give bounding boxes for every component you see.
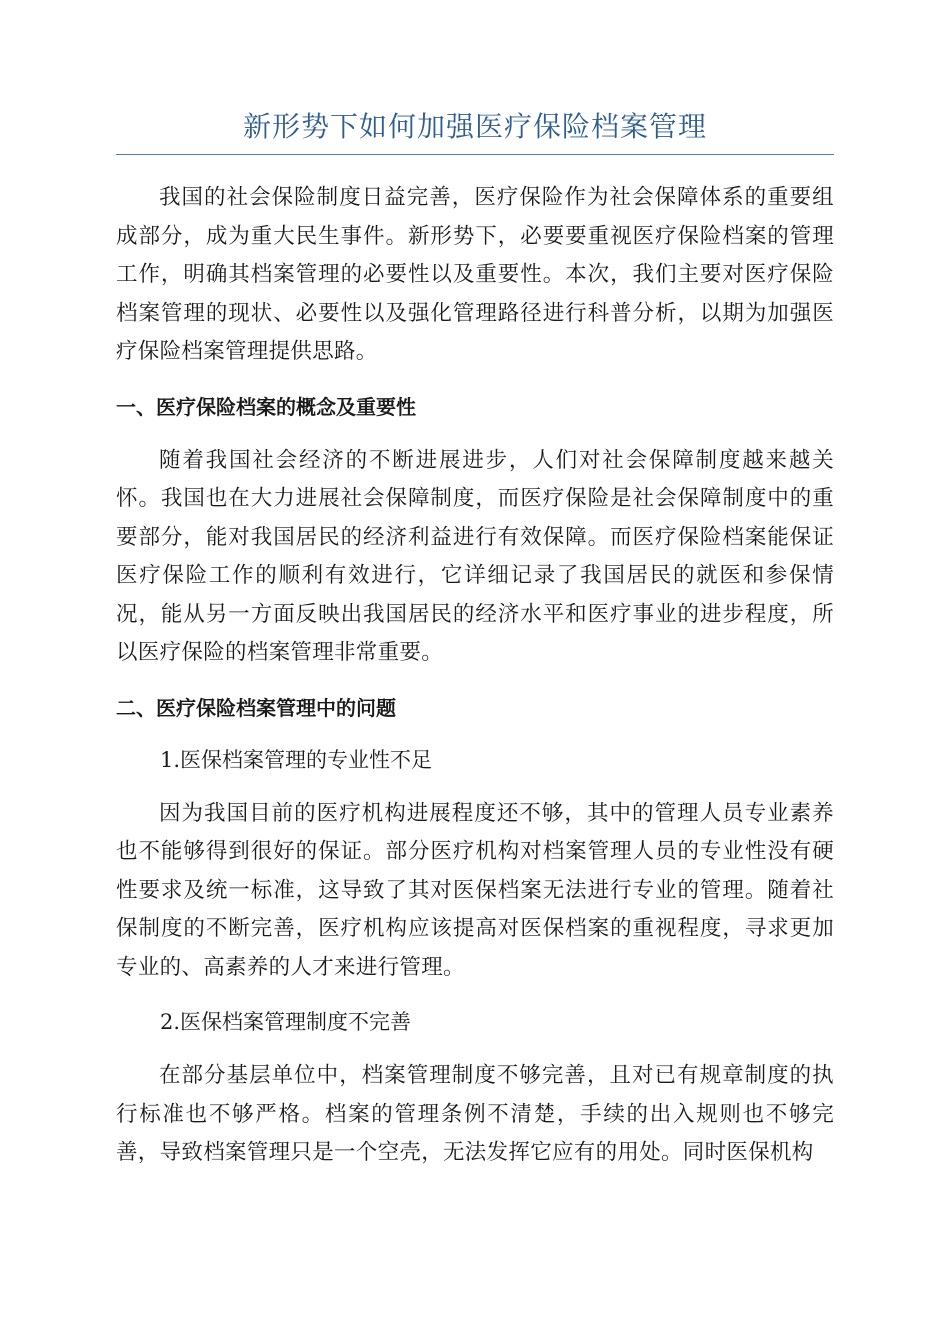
section-1-paragraph: 随着我国社会经济的不断进展进步，人们对社会保障制度越来越关怀。我国也在大力进展社会保障制度，而医疗保险是社会保障制度中的重要部分，能对我国居民的经济利益进行有效保障。而医疗保险档案能保证医疗保险工作的顺利有效进行，它详细记录了我国居民的就医和参保情况，能从另一方面反映出我国居民的经济水平和医疗事业的进步程度，所以医疗保险的档案管理非常重要。 [116,447,834,665]
document-page [116,104,834,1173]
title-underline [116,154,834,155]
document-title: 新形势下如何加强医疗保险档案管理 [242,110,707,143]
intro-paragraph: 我国的社会保险制度日益完善，医疗保险作为社会保障体系的重要组成部分，成为重大民生事件。新形势下，必要要重视医疗保险档案的管理工作，明确其档案管理的必要性以及重要性。本次，我们主要对医疗保险档案管理的现状、必要性以及强化管理路径进行科普分析，以期为加强医疗保险档案管理提供思路。 [116,185,834,364]
subsection-2-paragraph: 在部分基层单位中，档案管理制度不够完善，且对已有规章制度的执行标准也不够严格。档案的管理条例不清楚，手续的出入规则也不够完善，导致档案管理只是一个空壳，无法发挥它应有的用处。同时医保机构 [116,1063,834,1165]
subsection-heading-2: 2.医保档案管理制度不完善 [160,1010,412,1034]
section-heading-2: 二、医疗保险档案管理中的问题 [116,695,396,720]
section-heading-1: 一、医疗保险档案的概念及重要性 [116,394,416,419]
subsection-heading-1: 1.医保档案管理的专业性不足 [160,747,433,772]
subsection-1-paragraph: 因为我国目前的医疗机构进展程度还不够，其中的管理人员专业素养也不能够得到很好的保证。部分医疗机构对档案管理人员的专业性没有硬性要求及统一标准，这导致了其对医保档案无法进行专业的管理。随着社保制度的不断完善，医疗机构应该提高对医保档案的重视程度，寻求更加专业的、高素养的人才来进行管理。 [116,800,834,980]
